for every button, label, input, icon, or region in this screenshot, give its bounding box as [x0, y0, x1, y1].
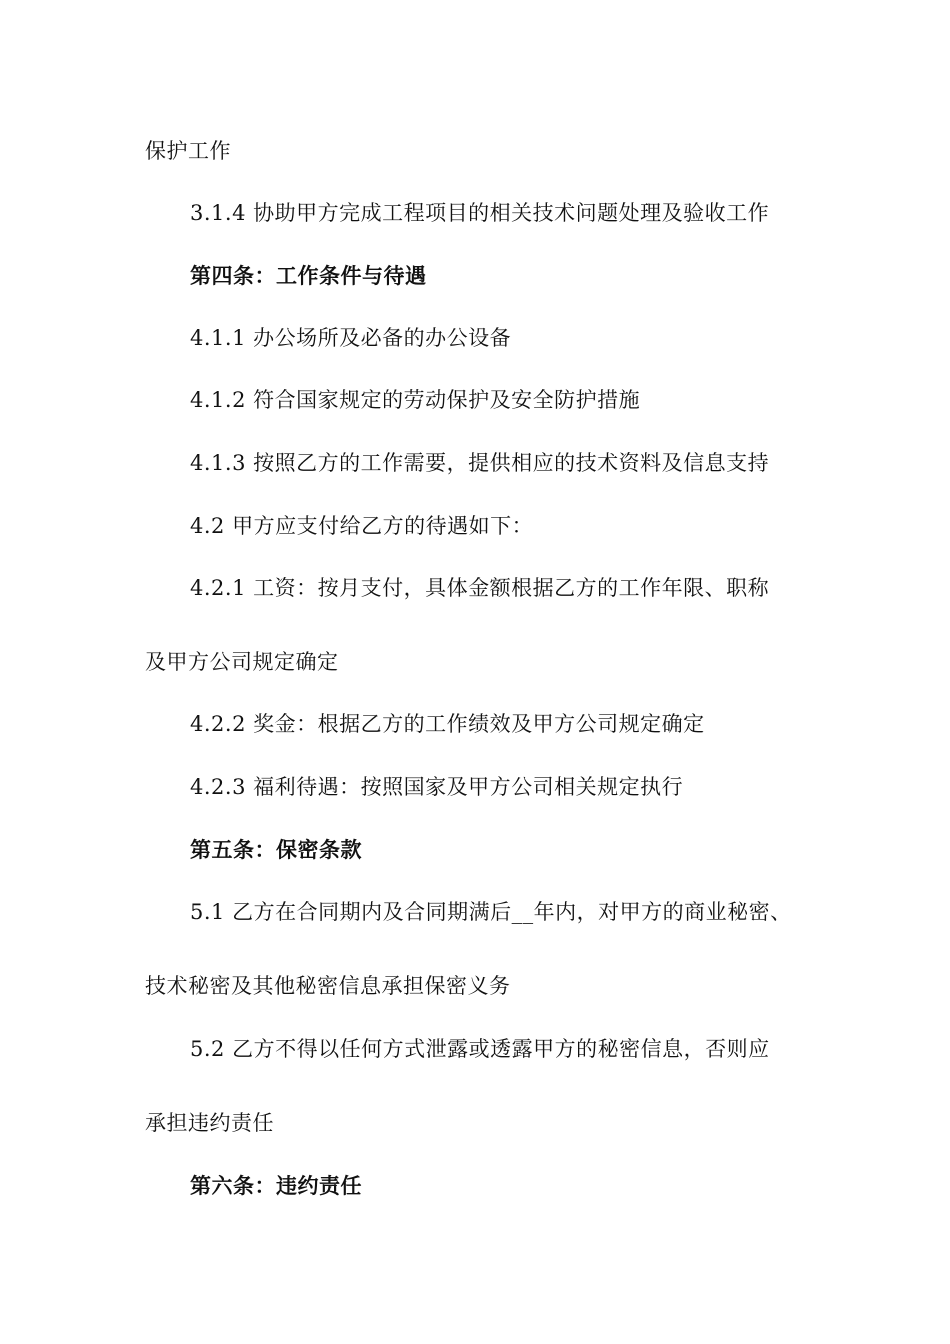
- clause-5-2-continuation: 承担违约责任: [145, 1111, 274, 1135]
- clause-4-2-1-continuation: 及甲方公司规定确定: [145, 650, 339, 674]
- section-heading-6: 第六条：违约责任: [190, 1174, 362, 1198]
- clause-4-1-2: 4.1.2 符合国家规定的劳动保护及安全防护措施: [190, 388, 641, 412]
- section-heading-5: 第五条：保密条款: [190, 838, 362, 862]
- clause-4-2-1: 4.2.1 工资：按月支付，具体金额根据乙方的工作年限、职称: [190, 576, 770, 600]
- clause-5-1-continuation: 技术秘密及其他秘密信息承担保密义务: [145, 974, 511, 998]
- clause-4-2-2: 4.2.2 奖金：根据乙方的工作绩效及甲方公司规定确定: [190, 712, 705, 736]
- clause-4-2-3: 4.2.3 福利待遇：按照国家及甲方公司相关规定执行: [190, 775, 684, 799]
- section-heading-4: 第四条：工作条件与待遇: [190, 264, 427, 288]
- clause-4-1-3: 4.1.3 按照乙方的工作需要，提供相应的技术资料及信息支持: [190, 451, 770, 475]
- clause-3-1-4: 3.1.4 协助甲方完成工程项目的相关技术问题处理及验收工作: [190, 201, 770, 225]
- clause-4-2: 4.2 甲方应支付给乙方的待遇如下：: [190, 514, 534, 538]
- clause-4-1-1: 4.1.1 办公场所及必备的办公设备: [190, 326, 512, 350]
- paragraph-continuation: 保护工作: [145, 139, 231, 163]
- clause-5-2: 5.2 乙方不得以任何方式泄露或透露甲方的秘密信息，否则应: [190, 1037, 770, 1061]
- clause-5-1: 5.1 乙方在合同期内及合同期满后__年内，对甲方的商业秘密、: [190, 900, 792, 924]
